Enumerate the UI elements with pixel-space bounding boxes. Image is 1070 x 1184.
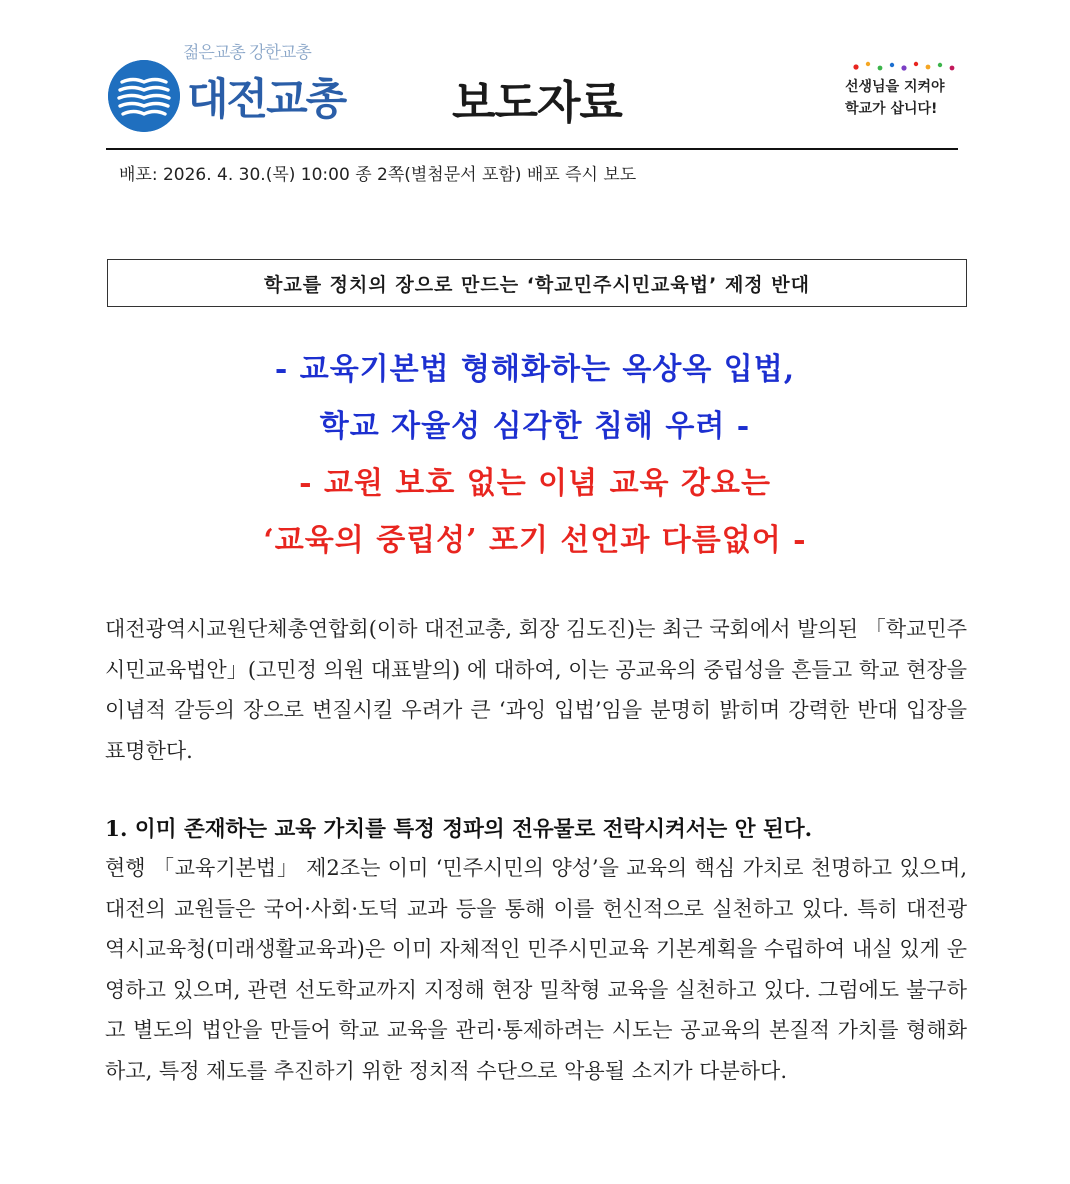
- logo-mark-icon: [108, 60, 180, 132]
- campaign-line-2: 학교가 삽니다!: [845, 101, 938, 117]
- subtitle-red-line-1: - 교원 보호 없는 이념 교육 강요는: [299, 466, 771, 501]
- campaign-badge: [830, 60, 970, 122]
- title-box: [107, 259, 967, 307]
- main-title: 학교를 정치의 장으로 만드는 ‘학교민주시민교육법’ 제정 반대: [264, 273, 810, 296]
- header: [0, 0, 1070, 150]
- campaign-line-1: 선생님을 지켜야: [845, 79, 945, 95]
- header-divider: [106, 148, 958, 150]
- campaign-dots-icon: [852, 60, 962, 72]
- distribution-info: 배포: 2026. 4. 30.(목) 10:00 종 2쪽(별첨문서 포함) 배포 즉시 보도: [119, 165, 637, 185]
- logo-name: 대전교총: [187, 75, 346, 125]
- body-paragraph-2: 현행 「교육기본법」 제2조는 이미 ‘민주시민의 양성’을 교육의 핵심 가치로 천명하고 있으며, 대전의 교원들은 국어·사회·도덕 교과 등을 통해 이를 헌신적으로 실천하고 있다. 특히 대전광역시교육청(미래생활교육과)은 이미 자체적인 민주시민교육 기본계획을 수립하여 내실 있게 운영하고 있으며, 관련 선도학교까지 지정해 현장 밀착형 교육을 실천하고 있다. 그럼에도 불구하고 별도의 법안을 만들어 학교 교육을 관리·통제하려는 시도는 공교육의 본질적 가치를 형해화하고, 특정 제도를 추진하기 위한 정치적 수단으로 악용될 소지가 다분하다.: [105, 856, 967, 1083]
- section-heading-1: 1. 이미 존재하는 교육 가치를 특정 정파의 전유물로 전락시켜서는 안 된다.: [105, 817, 813, 842]
- subtitle-blue-line-2: 학교 자율성 심각한 침해 우려 -: [319, 409, 751, 444]
- logo-slogan: 젊은교총 강한교총: [183, 43, 311, 63]
- organization-logo: [105, 38, 355, 133]
- subtitle-blue-line-1: - 교육기본법 형해화하는 옥상옥 입법,: [274, 352, 796, 387]
- body-paragraph-1: 대전광역시교원단체총연합회(이하 대전교총, 회장 김도진)는 최근 국회에서 발의된 「학교민주시민교육법안」(고민정 의원 대표발의) 에 대하여, 이는 공교육의 중립성을 흔들고 학교 현장을 이념적 갈등의 장으로 변질시킬 우려가 큰 ‘과잉 입법’임을 분명히 밝히며 강력한 반대 입장을 표명한다.: [105, 617, 967, 763]
- document-type-title: 보도자료: [452, 76, 622, 129]
- subtitle-red-line-2: ‘교육의 중립성’ 포기 선언과 다름없어 -: [263, 523, 807, 558]
